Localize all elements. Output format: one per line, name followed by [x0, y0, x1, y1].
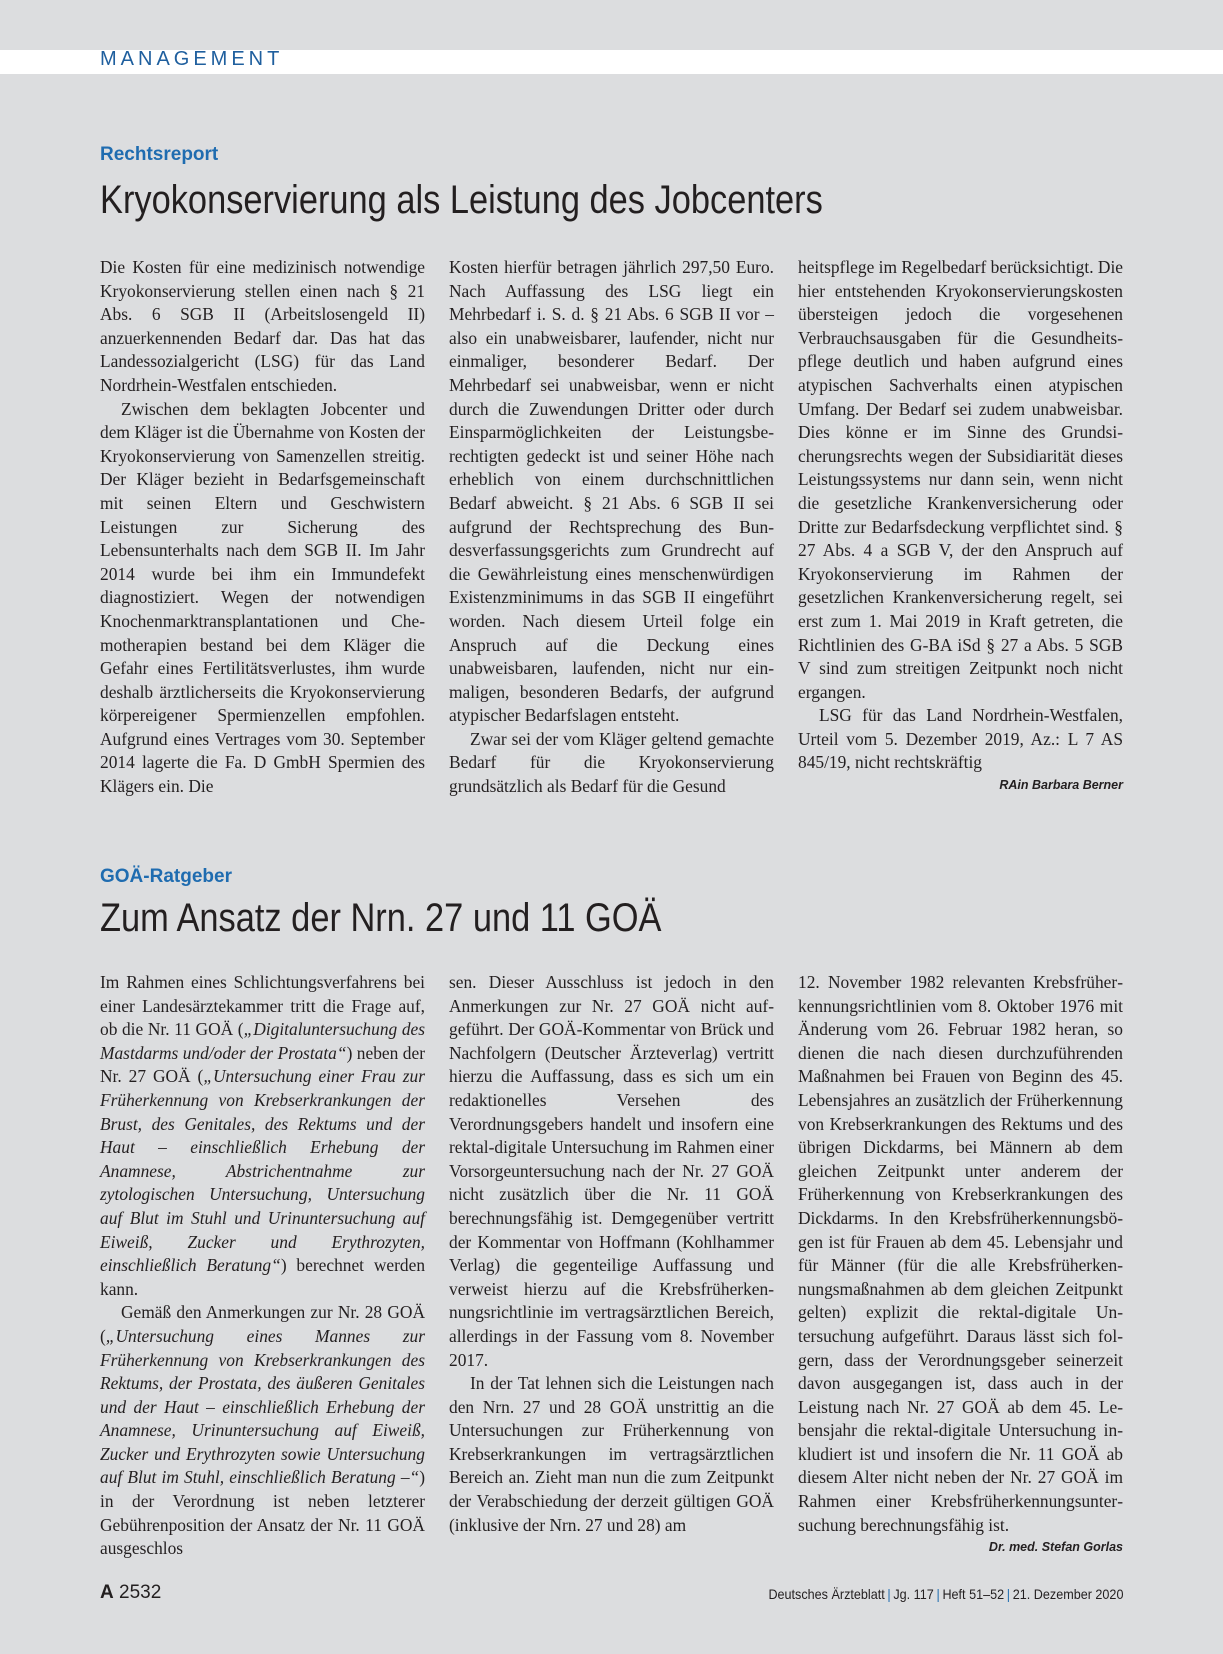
article2-kicker: GOÄ-Ratgeber: [100, 866, 232, 887]
paragraph: Zwar sei der vom Kläger geltend gemachte Bedarf für die Kryokonservierung grundsätzlich als Bedarf für die Gesund: [449, 728, 774, 797]
top-band: [0, 0, 1223, 50]
article2-column-2: [449, 971, 774, 1537]
paragraph: In der Tat lehnen sich die Leistungen nach den Nrn. 27 und 28 GOÄ unstrittig an die Untersuchungen zur Früherkennung von Krebserkrankungen im vertragsärztlichen Bereich an. Zieht man nun die zum Zeitpunkt der Verabschiedung der derzeit gültigen GOÄ (inklusive der Nrn. 27 und 28) am: [449, 1373, 774, 1535]
paragraph: Gemäß den Anmerkungen zur Nr. 28 GOÄ („Untersuchung eines Mannes zur Früherkennung von Krebserkrankungen des Rektums, der Prostata, des äußeren Genitales und der Haut – einschließlich Erhebung der Anamnese, Urinuntersuchung auf Eiweiß, Zucker und Erythrozyten sowie Untersuchung auf Blut im Stuhl, einschließlich Beratung –“) in der Verordnung ist neben letzterer Gebührenposition der Ansatz der Nr. 11 GOÄ ausgeschlos: [100, 1302, 425, 1559]
journal-volume: Jg. 117: [892, 1586, 934, 1602]
journal-issue: Heft 51–52: [942, 1586, 1004, 1602]
paragraph: Zwischen dem beklagten Jobcenter und dem Kläger ist die Übernahme von Kosten der Kryokonservierung von Samenzellen streitig. Der Kläger bezieht in Bedarfsgemeinschaft mit seinen Eltern und Geschwistern Leistungen zur Sicherung des Lebensunterhalts nach dem SGB II. Im Jahr 2014 wurde bei ihm ein Immundefekt diagnostiziert. Wegen der notwendigen Knochenmarktransplantationen und Chemotherapien bestand bei dem Kläger die Gefahr eines Fertilitätsverlustes, ihm wurde deshalb ärztlicherseits die Kryokonservierung körpereigener Spermienzellen empfohlen. Aufgrund eines Vertrages vom 30. September 2014 lagerte die Fa. D GmbH Spermien des Klägers ein. Die: [100, 398, 425, 797]
article1-column-2: [449, 256, 774, 799]
article1-kicker: Rechtsreport: [100, 144, 219, 165]
journal-name: Deutsches Ärzteblatt: [767, 1586, 885, 1602]
article2-column-3: [798, 971, 1123, 1557]
paragraph: LSG für das Land Nordrhein-Westfalen, Urteil vom 5. Dezember 2019, Az.: L 7 AS 845/19, nicht rechtskräftig: [798, 705, 1123, 773]
journal-info: Deutsches Ärzteblatt | Jg. 117 | Heft 51–52 | 21. Dezember 2020: [767, 1586, 1123, 1602]
paragraph: Kosten hierfür betragen jährlich 297,50 Euro. Nach Auffassung des LSG liegt ein Mehrbedarf i. S. d. § 21 Abs. 6 SGB II vor – also ein unabweisbarer, laufender, nicht nur einmaliger, besonderer Bedarf. Der Mehrbedarf sei unabweisbar, wenn er nicht durch die Zuwendungen Dritter oder durch Einsparmöglichkeiten der Leistungsberechtigten gedeckt ist und seiner Höhe nach erheblich von einem durchschnittlichen Bedarf abweicht. § 21 Abs. 6 SGB II sei aufgrund der Rechtsprechung des Bundesverfassungsgerichts zum Grundrecht auf die Gewährleistung eines menschenwürdigen Existenzminimums in das SGB II eingeführt worden. Nach diesem Urteil folge ein Anspruch auf die Deckung eines unabweisbaren, laufenden, nicht nur einmaligen, besonderen Bedarfs, der aufgrund atypischer Bedarfslagen entsteht.: [449, 257, 774, 726]
article2-title: Zum Ansatz der Nrn. 27 und 11 GOÄ: [100, 896, 662, 940]
paragraph: Im Rahmen eines Schlichtungsverfahrens bei einer Landesärztekammer tritt die Frage auf, ob die Nr. 11 GOÄ („Digitaluntersuchung des Mastdarms und/oder der Prostata“) neben der Nr. 27 GOÄ („Untersuchung einer Frau zur Früherkennung von Krebserkrankungen der Brust, des Genitales, des Rektums und der Haut – einschließlich Erhebung der Anamnese, Abstrichentnahme zur zytologischen Untersuchung, Untersuchung auf Blut im Stuhl und Urinuntersuchung auf Eiweiß, Zucker und Erythrozyten, einschließlich Beratung“) berechnet werden kann.: [100, 972, 426, 1299]
section-label: MANAGEMENT: [100, 48, 284, 70]
paragraph: Die Kosten für eine medizinisch notwendige Kryokonservierung stellen einen nach § 21 Abs. 6 SGB II (Arbeitslosengeld II) anzuerkennenden Bedarf dar. Das hat das Landessozialgericht (LSG) für das Land Nordrhein-Westfalen entschieden.: [100, 257, 425, 395]
article2-author: Dr. med. Stefan Gorlas: [988, 1540, 1123, 1555]
article1-column-1: [100, 256, 425, 799]
paragraph: heitspflege im Regelbedarf berücksichtigt. Die hier entstehenden Kryokonservierungskosten übersteigen jedoch die vorgesehenen Verbrauchsausgaben für die Gesundheitspflege deutlich und haben aufgrund eines atypischen Sachverhalts einen atypischen Umfang. Der Bedarf sei zudem unabweisbar. Dies könne er im Sinne des Grundsicherungsrechts wegen der Subsidiarität dieses Leistungssystems nur dann sein, wenn nicht die gesetzliche Krankenversicherung oder Dritte zur Bedarfsdeckung verpflichtet sind. § 27 Abs. 4 a SGB V, der den Anspruch auf Kryokonservierung im Rahmen der gesetzlichen Krankenversicherung regelt, sei erst zum 1. Mai 2019 in Kraft getreten, die Richtlinien des G-BA iSd § 27 a Abs. 5 SGB V sind zum streitigen Zeitpunkt noch nicht ergangen.: [798, 257, 1123, 702]
page-number: A 2532: [100, 1582, 162, 1603]
paragraph: sen. Dieser Ausschluss ist jedoch in den Anmerkungen zur Nr. 27 GOÄ nicht aufgeführt. Der GOÄ-Kommentar von Brück und Nachfolgern (Deutscher Ärzteverlag) vertritt hierzu die Auffassung, dass es sich um ein redaktionelles Versehen des Verordnungsgebers handelt und insofern eine rektal-digitale Untersuchung im Rahmen einer Vorsorgeuntersuchung nach der Nr. 27 GOÄ nicht zusätzlich über die Nr. 11 GOÄ berechnungsfähig ist. Demgegenüber vertritt der Kommentar von Hoffmann (Kohlhammer Verlag) die gegenteilige Auffassung und verweist hierzu auf die Krebsfrüherkennungsrichtlinie im vertragsärztlichen Bereich, allerdings in der Fassung vom 8. November 2017.: [449, 972, 774, 1370]
article2-column-1: [100, 971, 425, 1561]
paragraph: 12. November 1982 relevanten Krebsfrüherkennungsrichtlinien vom 8. Oktober 1976 mit Änderung vom 26. Februar 1982 heran, so dienen die nach diesen durchzuführenden Maßnahmen bei Frauen von Beginn des 45. Lebensjahres an zusätzlich der Früherkennung von Krebserkrankungen des Rektums und des übrigen Dickdarms, bei Männern ab dem gleichen Zeitpunkt unter anderem der Früherkennung von Krebserkrankungen des Dickdarms. In den Krebsfrüherkennungsbögen ist für Frauen ab dem 45. Lebensjahr und für Männer (für die alle Krebsfrüherkennungsmaßnahmen ab dem gleichen Zeitpunkt gelten) explizit die rektal-digitale Untersuchung aufgeführt. Daraus lässt sich folgern, dass der Verordnungsgeber seinerzeit davon ausgegangen ist, dass auch in der Leistung nach Nr. 27 GOÄ ab dem 45. Lebensjahr die rektal-digitale Untersuchung inkludiert ist und insofern die Nr. 11 GOÄ ab diesem Alter nicht neben der Nr. 27 GOÄ im Rahmen einer Krebsfrüherkennungsuntersuchung berechnungsfähig ist.: [798, 972, 1123, 1535]
article1-title: Kryokonservierung als Leistung des Jobcenters: [100, 178, 823, 222]
article1-author: RAin Barbara Berner: [999, 778, 1123, 793]
article1-column-3: [798, 256, 1123, 795]
journal-date: 21. Dezember 2020: [1012, 1586, 1123, 1602]
